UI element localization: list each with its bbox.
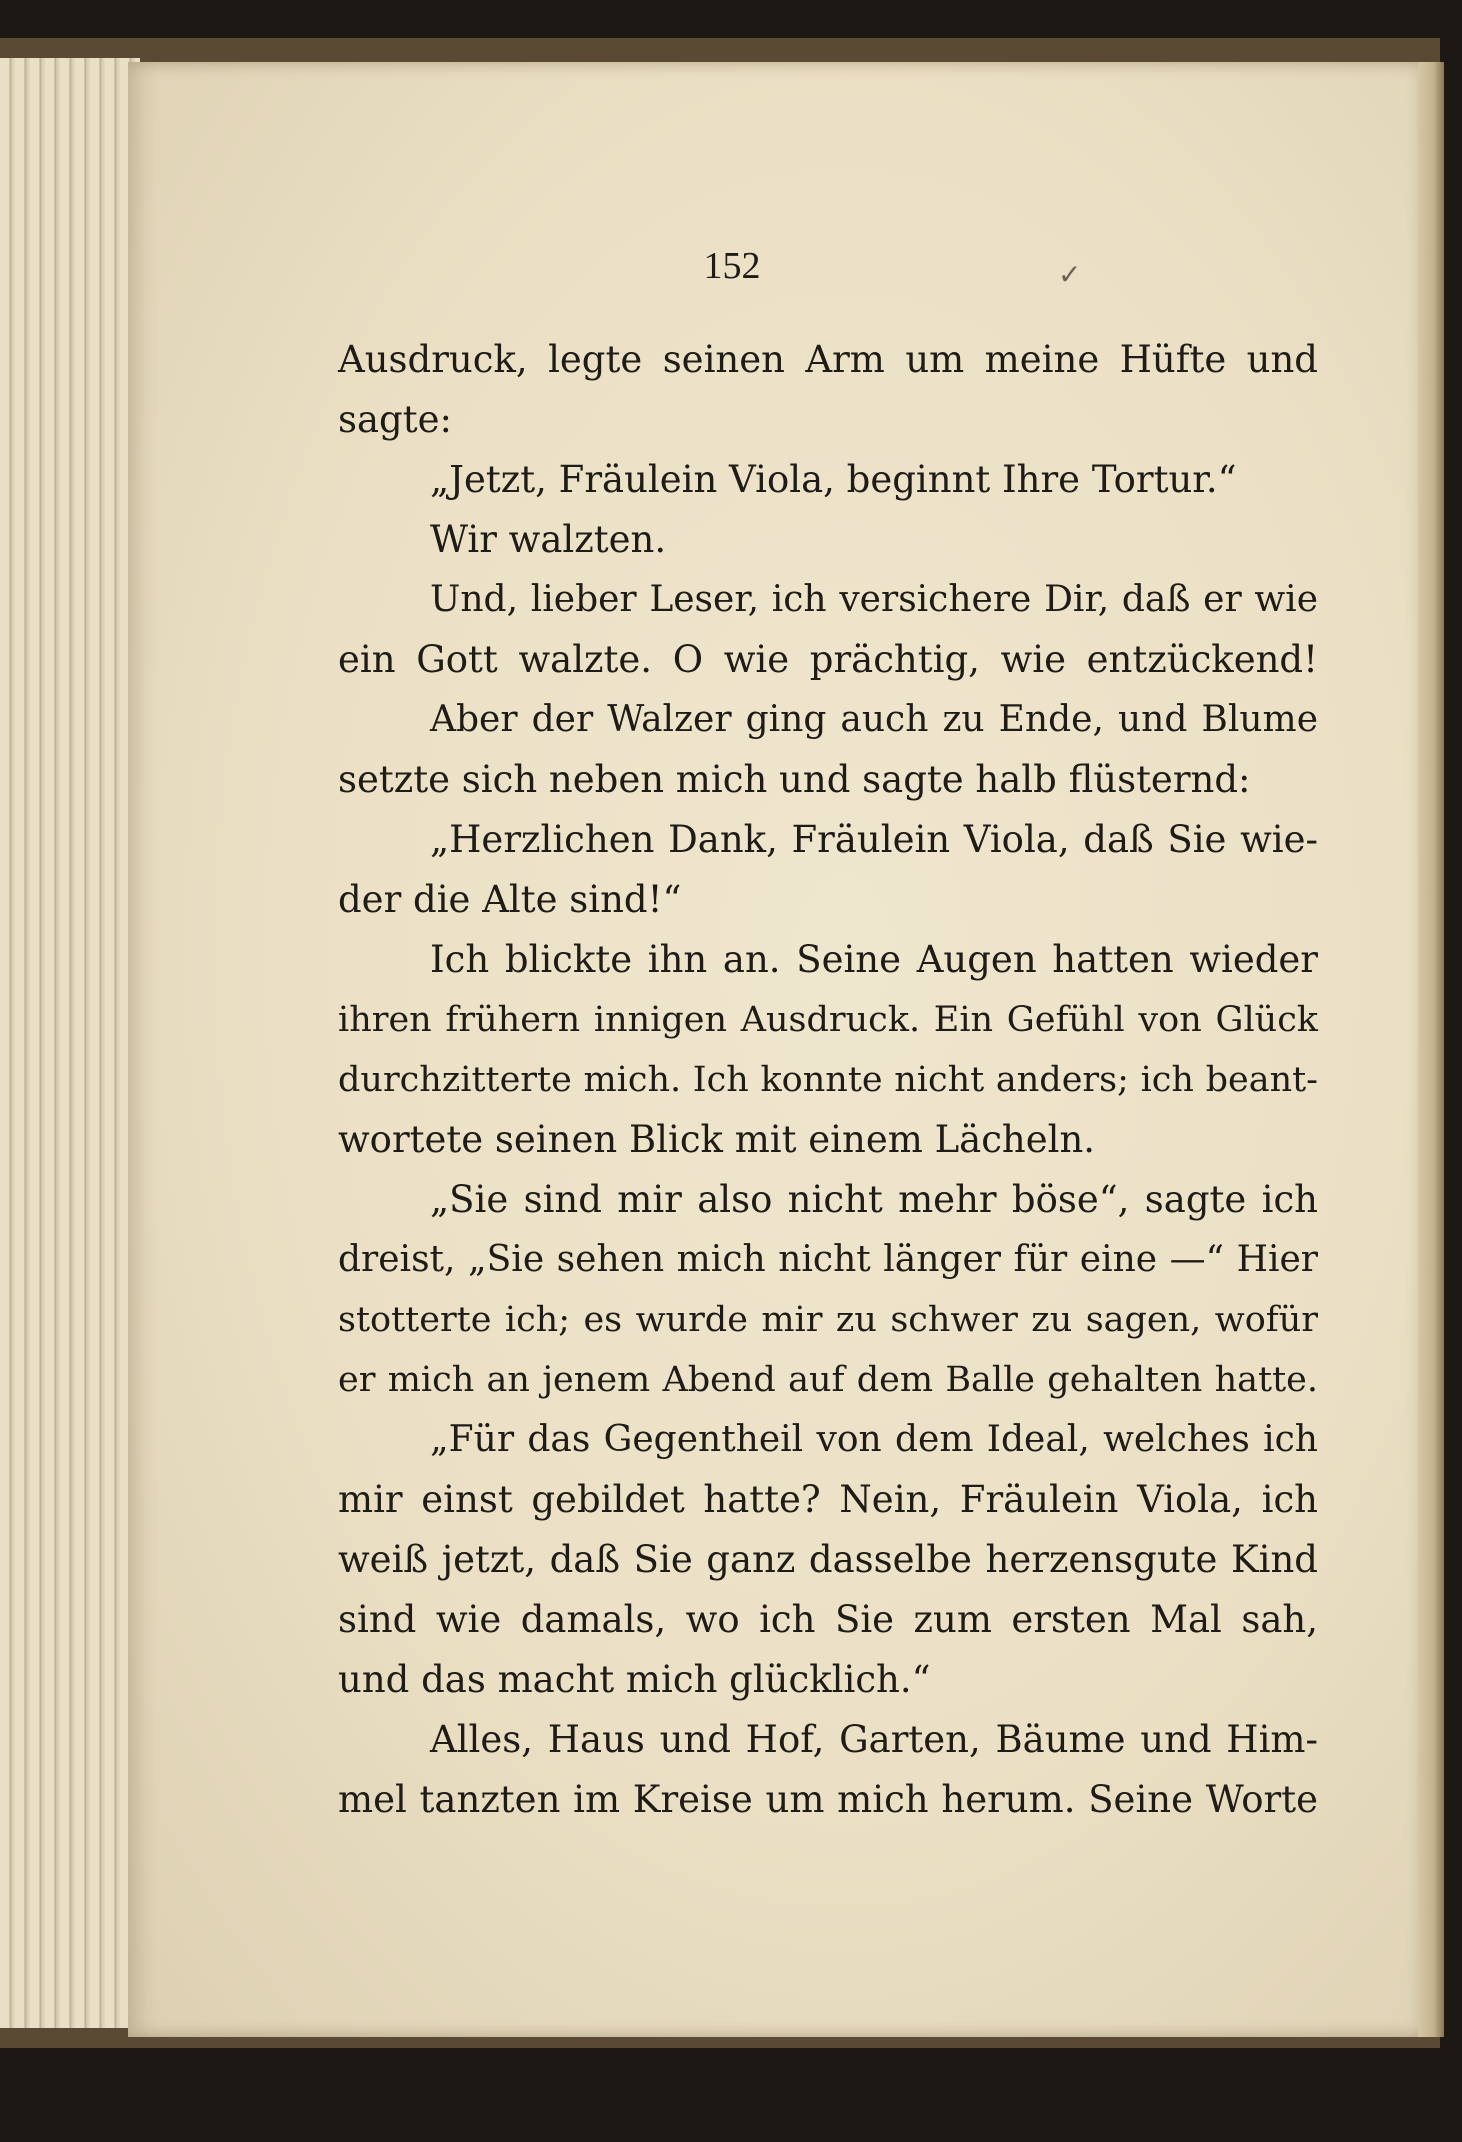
text-line: Ausdruck, legte seinen Arm um meine Hüfte und bbox=[338, 338, 1318, 381]
text-line: Aber der Walzer ging auch zu Ende, und Blume bbox=[430, 699, 1318, 740]
text-line: sind wie damals, wo ich Sie zum ersten Mal sah, bbox=[338, 1598, 1318, 1641]
text-line: der die Alte sind!“ bbox=[338, 878, 682, 921]
text-line: durchzitterte mich. Ich konnte nicht anders; ich beant- bbox=[338, 1060, 1318, 1100]
text-line: dreist, „Sie sehen mich nicht länger für eine —“ Hier bbox=[338, 1239, 1318, 1280]
text-line: Wir walzten. bbox=[430, 518, 667, 561]
text-line: Ich blickte ihn an. Seine Augen hatten wieder bbox=[430, 938, 1318, 981]
body-text bbox=[338, 330, 1318, 1830]
text-line: „Sie sind mir also nicht mehr böse“, sagte ich bbox=[430, 1178, 1318, 1221]
text-line: stotterte ich; es wurde mir zu schwer zu sagen, wofür bbox=[338, 1300, 1318, 1340]
text-line: „Herzlichen Dank, Fräulein Viola, daß Sie wie- bbox=[430, 818, 1318, 861]
text-line: sagte: bbox=[338, 398, 452, 441]
text-line: Und, lieber Leser, ich versichere Dir, daß er wie bbox=[430, 579, 1318, 620]
text-line: ein Gott walzte. O wie prächtig, wie entzückend! bbox=[338, 638, 1318, 681]
page-number: 152 bbox=[703, 245, 761, 287]
pencil-check-mark: ✓ bbox=[1058, 258, 1082, 291]
text-line: Alles, Haus und Hof, Garten, Bäume und Him- bbox=[430, 1718, 1318, 1761]
text-line: „Für das Gegentheil von dem Ideal, welches ich bbox=[430, 1419, 1318, 1460]
text-line: setzte sich neben mich und sagte halb flüsternd: bbox=[338, 758, 1251, 801]
left-page-stack bbox=[0, 58, 140, 2028]
text-line: weiß jetzt, daß Sie ganz dasselbe herzensgute Kind bbox=[338, 1538, 1318, 1581]
text-line: wortete seinen Blick mit einem Lächeln. bbox=[338, 1118, 1096, 1161]
text-line: „Jetzt, Fräulein Viola, beginnt Ihre Tortur.“ bbox=[430, 458, 1237, 501]
text-line: mel tanzten im Kreise um mich herum. Seine Worte bbox=[338, 1778, 1318, 1821]
text-line: mir einst gebildet hatte? Nein, Fräulein Viola, ich bbox=[338, 1478, 1318, 1521]
text-line: ihren frühern innigen Ausdruck. Ein Gefühl von Glück bbox=[338, 1000, 1318, 1040]
text-line: und das macht mich glücklich.“ bbox=[338, 1658, 931, 1701]
text-line: er mich an jenem Abend auf dem Balle gehalten hatte. bbox=[338, 1360, 1318, 1400]
right-page-edge bbox=[1418, 62, 1444, 2037]
